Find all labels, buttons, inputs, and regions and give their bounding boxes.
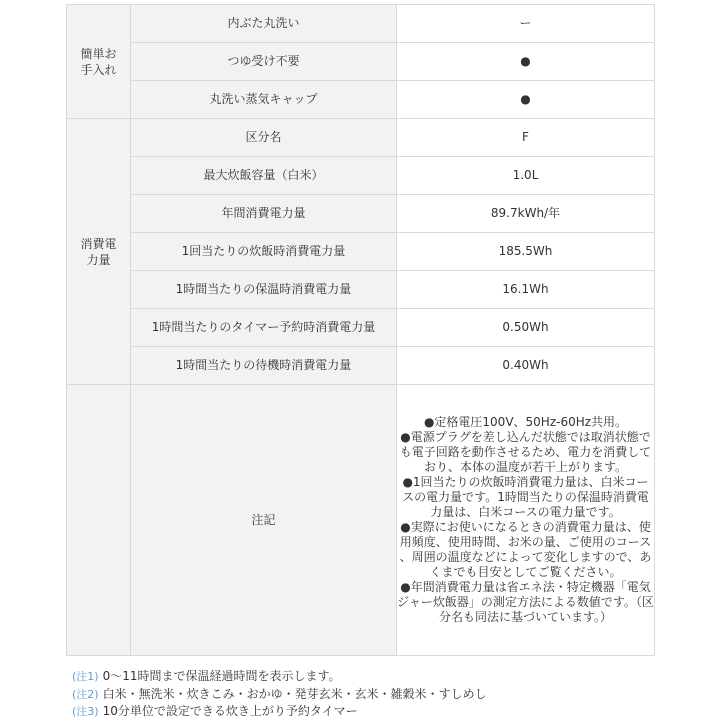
table-row bbox=[67, 271, 655, 309]
row-value: 185.5Wh bbox=[397, 233, 655, 271]
row-value: ● bbox=[397, 43, 655, 81]
note-paragraph: ●電源プラグを差し込んだ状態では取消状態でも電子回路を動作させるため、電力を消費しており、本体の温度が若干上がります。 bbox=[399, 430, 652, 474]
row-value: 0.40Wh bbox=[397, 347, 655, 385]
row-label: 年間消費電力量 bbox=[131, 195, 397, 233]
row-value: 0.50Wh bbox=[397, 309, 655, 347]
footnote-mark: (注2) bbox=[72, 687, 99, 701]
table-row bbox=[67, 5, 655, 43]
row-label: 1時間当たりの保温時消費電力量 bbox=[131, 271, 397, 309]
table-row bbox=[67, 347, 655, 385]
footnote-item bbox=[72, 668, 487, 686]
row-value: 16.1Wh bbox=[397, 271, 655, 309]
table-row bbox=[67, 157, 655, 195]
table-row bbox=[67, 309, 655, 347]
group-cell-power bbox=[67, 119, 131, 385]
row-label: 内ぶた丸洗い bbox=[131, 5, 397, 43]
footnote-text: 0～11時間まで保温経過時間を表示します。 bbox=[102, 669, 341, 683]
group-cell-maintenance bbox=[67, 5, 131, 119]
group-label-maintenance: 簡単お手入れ bbox=[80, 46, 117, 77]
footnote-text: 10分単位で設定できる炊き上がり予約タイマー bbox=[102, 704, 358, 718]
row-label: 1回当たりの炊飯時消費電力量 bbox=[131, 233, 397, 271]
row-value: F bbox=[397, 119, 655, 157]
row-label: 1時間当たりのタイマー予約時消費電力量 bbox=[131, 309, 397, 347]
footnote-text: 白米・無洗米・炊きこみ・おかゆ・発芽玄米・玄米・雑穀米・すしめし bbox=[102, 686, 487, 701]
note-paragraph: ●1回当たりの炊飯時消費電力量は、白米コースの電力量です。1時間当たりの保温時消費電力量は、白米コースの電力量です。 bbox=[402, 475, 649, 519]
footnote-mark: (注3) bbox=[72, 705, 99, 718]
footnote-mark: (注1) bbox=[72, 670, 99, 683]
table-row bbox=[67, 43, 655, 81]
footnote-item bbox=[72, 686, 487, 704]
row-label: 最大炊飯容量（白米） bbox=[131, 157, 397, 195]
row-label: 1時間当たりの待機時消費電力量 bbox=[131, 347, 397, 385]
note-paragraph: ●定格電圧100V、50Hz-60Hz共用。 bbox=[423, 415, 628, 429]
footnotes bbox=[72, 668, 487, 721]
row-value: ー bbox=[397, 5, 655, 43]
footnote-item bbox=[72, 703, 487, 721]
row-value: 89.7kWh/年 bbox=[397, 195, 655, 233]
spec-table bbox=[66, 4, 655, 656]
notes-row bbox=[67, 385, 655, 656]
row-label: つゆ受け不要 bbox=[131, 43, 397, 81]
table-row bbox=[67, 195, 655, 233]
table-row bbox=[67, 81, 655, 119]
row-label: 区分名 bbox=[131, 119, 397, 157]
note-paragraph: ●年間消費電力量は省エネ法・特定機器「電気ジャー炊飯器」の測定方法による数値です。（区分名も同法に基づいています。） bbox=[397, 580, 654, 624]
notes-label: 注記 bbox=[131, 385, 397, 656]
group-label-power: 消費電力量 bbox=[80, 236, 117, 267]
group-cell-notes-spacer bbox=[67, 385, 131, 656]
row-value: 1.0L bbox=[397, 157, 655, 195]
table-row bbox=[67, 119, 655, 157]
row-label: 丸洗い蒸気キャップ bbox=[131, 81, 397, 119]
row-value: ● bbox=[397, 81, 655, 119]
note-paragraph: ●実際にお使いになるときの消費電力量は、使用頻度、使用時間、お米の量、ご使用のコース、周囲の温度などによって変化しますので、あくまでも目安としてご覧ください。 bbox=[399, 520, 652, 579]
notes-cell bbox=[397, 385, 655, 656]
table-row bbox=[67, 233, 655, 271]
